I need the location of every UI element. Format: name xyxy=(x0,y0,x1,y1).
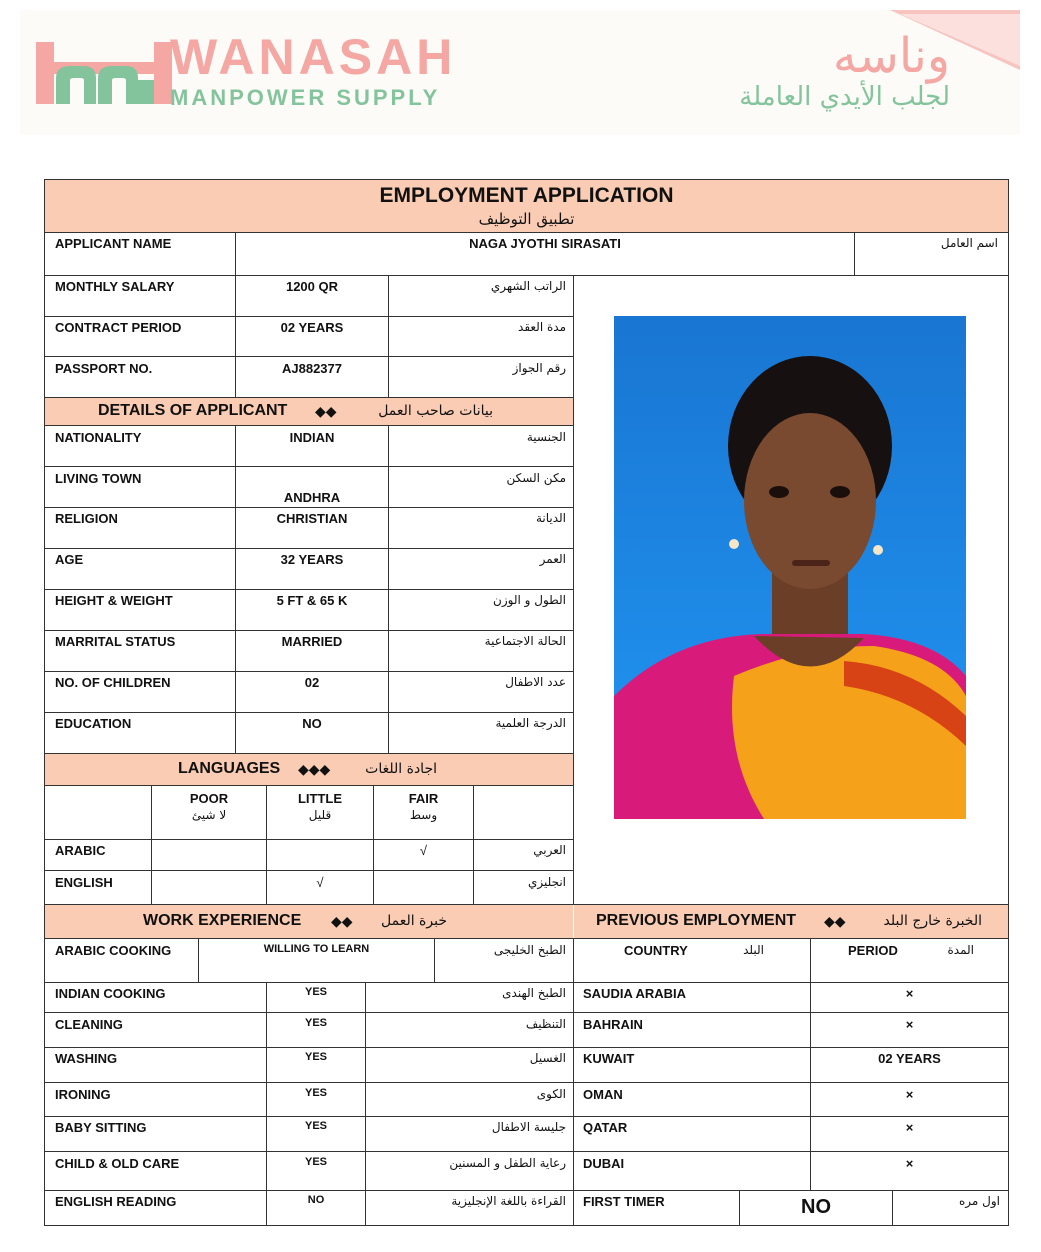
row-label: ENGLISH xyxy=(55,875,113,890)
period: 02 YEARS xyxy=(878,1051,941,1066)
row-ar: عدد الاطفال xyxy=(505,675,566,689)
row-ar: انجليزي xyxy=(527,875,566,889)
row-value: 02 xyxy=(304,675,320,690)
row-ar: الحالة الاجتماعية xyxy=(484,634,566,648)
row-label: ENGLISH READING xyxy=(55,1194,177,1209)
country: KUWAIT xyxy=(583,1051,635,1066)
languages-header xyxy=(45,754,573,786)
row-ar: مدة العقد xyxy=(518,320,566,334)
country: OMAN xyxy=(583,1087,623,1102)
level-label: LITTLE xyxy=(297,791,343,806)
level-label-ar: وسط xyxy=(409,808,438,822)
period: × xyxy=(905,1156,914,1171)
row-value: ANDHRA xyxy=(283,490,341,505)
row-ar: مكن السكن xyxy=(506,471,566,485)
diamond-icon: ◆◆ xyxy=(824,913,846,929)
languages-header-ar: اجادة اللغات xyxy=(365,761,437,777)
row-ar: القراءة باللغة الإنجليزية xyxy=(451,1194,566,1208)
row-value: 1200 QR xyxy=(285,279,339,294)
brand-arabic-name: وناسه xyxy=(832,28,950,84)
row-ar: الطبخ الخليجى xyxy=(493,943,566,957)
period-col-label: PERIOD xyxy=(848,943,898,958)
diamond-icon: ◆◆ xyxy=(331,913,353,929)
period: × xyxy=(905,1120,914,1135)
row-value: NO xyxy=(307,1194,325,1206)
work-experience-header xyxy=(45,905,573,939)
corner-stripes xyxy=(890,10,1020,80)
level-label-ar: قليل xyxy=(308,808,332,822)
little-check: √ xyxy=(316,875,324,890)
row-label: MARRITAL STATUS xyxy=(55,634,176,649)
brand-tagline: MANPOWER SUPPLY xyxy=(170,85,441,110)
row-value: 32 YEARS xyxy=(280,552,344,567)
row-value: 02 YEARS xyxy=(280,320,344,335)
details-header xyxy=(45,398,573,426)
applicant-name-value: NAGA JYOTHI SIRASATI xyxy=(469,236,621,251)
level-label: POOR xyxy=(189,791,229,806)
row-ar: العمر xyxy=(539,552,566,566)
row-label: ARABIC xyxy=(55,843,106,858)
row-label: WASHING xyxy=(55,1051,118,1066)
row-ar: التنظيف xyxy=(525,1017,566,1031)
row-value: CHRISTIAN xyxy=(276,511,348,526)
prev-header-ar: الخبرة خارج البلد xyxy=(883,913,982,929)
first-timer-value: NO xyxy=(801,1196,831,1218)
form-title-bar xyxy=(45,180,1008,233)
brand-name: WANASAH xyxy=(170,29,457,85)
row-value: WILLING TO LEARN xyxy=(263,943,370,955)
row-value: YES xyxy=(304,986,327,998)
row-value: YES xyxy=(304,1087,327,1099)
row-ar: العربي xyxy=(533,843,566,857)
previous-employment-header xyxy=(574,905,1008,939)
form-title: EMPLOYMENT APPLICATION xyxy=(379,184,674,207)
row-ar: رعاية الطفل و المسنين xyxy=(449,1156,566,1170)
work-header-ar: خبرة العمل xyxy=(381,913,447,929)
row-value: YES xyxy=(304,1120,327,1132)
details-header-ar: بيانات صاحب العمل xyxy=(378,403,493,419)
row-ar: رقم الجواز xyxy=(512,361,566,375)
brand-arabic-tagline: لجلب الأيدي العاملة xyxy=(739,82,950,112)
row-label: NO. OF CHILDREN xyxy=(55,675,171,690)
country-col-label: COUNTRY xyxy=(624,943,688,958)
row-label: EDUCATION xyxy=(55,716,132,731)
row-ar: الدرجة العلمية xyxy=(495,716,566,730)
row-label: INDIAN COOKING xyxy=(55,986,166,1001)
country: QATAR xyxy=(583,1120,628,1135)
row-ar: الطبخ الهندى xyxy=(502,986,566,1000)
applicant-photo xyxy=(614,316,966,819)
row-label: NATIONALITY xyxy=(55,430,142,445)
row-ar: الغسيل xyxy=(529,1051,566,1065)
row-label: CONTRACT PERIOD xyxy=(55,320,182,335)
applicant-name-label: APPLICANT NAME xyxy=(55,236,172,251)
row-value: 5 FT & 65 K xyxy=(276,593,348,608)
period: × xyxy=(905,1087,914,1102)
row-value: YES xyxy=(304,1017,327,1029)
diamond-icon: ◆◆ xyxy=(315,403,337,419)
diamond-icon: ◆◆◆ xyxy=(298,761,331,777)
row-ar: الراتب الشهري xyxy=(490,279,566,293)
row-ar: الجنسية xyxy=(526,430,566,444)
row-label: ARABIC COOKING xyxy=(55,943,172,958)
row-value: YES xyxy=(304,1156,327,1168)
prev-header-label: PREVIOUS EMPLOYMENT xyxy=(596,912,797,929)
details-header-label: DETAILS OF APPLICANT xyxy=(98,402,288,419)
row-value: NO xyxy=(302,716,322,731)
work-header-label: WORK EXPERIENCE xyxy=(143,912,302,929)
row-label: AGE xyxy=(55,552,84,567)
languages-header-label: LANGUAGES xyxy=(178,760,281,777)
period: × xyxy=(905,1017,914,1032)
row-value: YES xyxy=(304,1051,327,1063)
row-value: MARRIED xyxy=(281,634,343,649)
row-label: PASSPORT NO. xyxy=(55,361,153,376)
row-ar: الكوى xyxy=(536,1087,566,1101)
row-ar: الطول و الوزن xyxy=(493,593,566,607)
level-label-ar: لا شيئ xyxy=(191,808,227,822)
row-label: CLEANING xyxy=(55,1017,123,1032)
applicant-name-ar: اسم العامل xyxy=(940,236,998,250)
form-title-ar: تطبيق التوظيف xyxy=(478,210,575,228)
first-timer-label: FIRST TIMER xyxy=(583,1194,665,1209)
row-ar: جليسة الاطفال xyxy=(491,1120,566,1134)
country: BAHRAIN xyxy=(583,1017,643,1032)
row-value: AJ882377 xyxy=(282,361,342,376)
level-label: FAIR xyxy=(408,791,439,806)
country: SAUDIA ARABIA xyxy=(583,986,687,1001)
row-label: RELIGION xyxy=(55,511,118,526)
row-label: LIVING TOWN xyxy=(55,471,142,486)
row-label: MONTHLY SALARY xyxy=(55,279,175,294)
row-label: IRONING xyxy=(55,1087,111,1102)
brand-mark-icon xyxy=(34,38,174,108)
period-col-label-ar: المدة xyxy=(947,943,974,957)
row-label: HEIGHT & WEIGHT xyxy=(55,593,173,608)
country-col-label-ar: البلد xyxy=(743,943,764,957)
fair-check: √ xyxy=(419,843,428,858)
country: DUBAI xyxy=(583,1156,625,1171)
row-label: CHILD & OLD CARE xyxy=(55,1156,180,1171)
logo-banner xyxy=(20,10,1020,135)
row-value: INDIAN xyxy=(289,430,335,445)
row-label: BABY SITTING xyxy=(55,1120,147,1135)
row-ar: الديانة xyxy=(535,511,566,525)
first-timer-ar: اول مره xyxy=(959,1194,1000,1208)
period: × xyxy=(905,986,914,1001)
